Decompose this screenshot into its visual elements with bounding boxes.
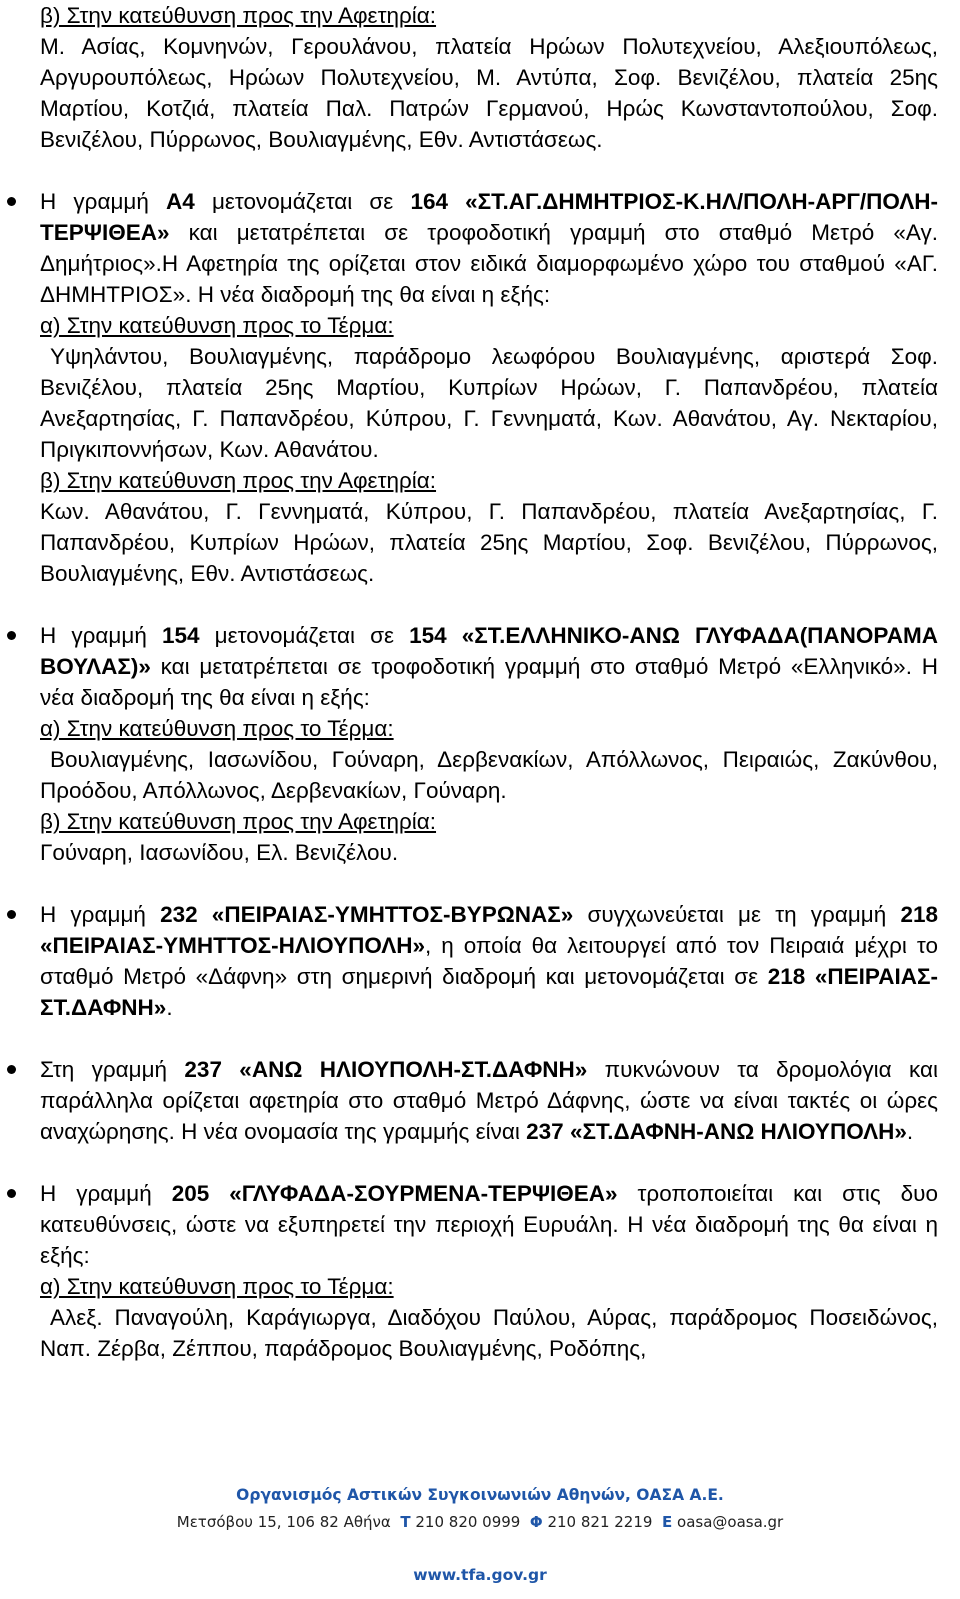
paragraph: Η γραμμή 205 «ΓΛΥΦΑΔΑ-ΣΟΥΡΜΕΝΑ-ΤΕΡΨΙΘΕΑ» τροποποιείται και στις δυο κατευθύνσεις, ώστε να εξυπηρετεί την περιοχή Ευρυάλη. Η νέα διαδρομή της θα είναι η εξής: [40,1181,938,1268]
bullet-icon [7,1189,16,1198]
direction-heading: α) Στην κατεύθυνση προς το Τέρμα: [40,313,394,338]
direction-heading: α) Στην κατεύθυνση προς το Τέρμα: [40,1274,394,1299]
footer-email[interactable]: oasa@oasa.gr [677,1513,784,1531]
paragraph: Η γραμμή 232 «ΠΕΙΡΑΙΑΣ-ΥΜΗΤΤΟΣ-ΒΥΡΩΝΑΣ» συγχωνεύεται με τη γραμμή 218 «ΠΕΙΡΑΙΑΣ-ΥΜΗΤΤΟΣ-ΗΛΙΟΥΠΟΛΗ», η οποία θα λειτουργεί από τον Πειραιά μέχρι το σταθμό Μετρό «Δάφνη» στη σημερινή διαδρομή και μετονομάζεται σε 218 «ΠΕΙΡΑΙΑΣ-ΣΤ.ΔΑΦΝΗ». [40,902,939,1020]
list-item [40,1054,938,1147]
direction-heading: β) Στην κατεύθυνση προς την Αφετηρία: [40,468,437,493]
direction-heading: β) Στην κατεύθυνση προς την Αφετηρία: [40,809,437,834]
bullet-icon [7,197,16,206]
email-label: Ε [661,1513,673,1531]
paragraph: Η γραμμή Α4 μετονομάζεται σε 164 «ΣΤ.ΑΓ.ΔΗΜΗΤΡΙΟΣ-Κ.ΗΛ/ΠΟΛΗ-ΑΡΓ/ΠΟΛΗ-ΤΕΡΨΙΘΕΑ» και μετατρέπεται σε τροφοδοτική γραμμή στο σταθμό Μετρό «Αγ. Δημήτριος».Η Αφετηρία της ορίζεται στον ειδικά διαμορφωμένο χώρο του σταθμού «ΑΓ. ΔΗΜΗΤΡΙΟΣ». Η νέα διαδρομή της θα είναι η εξής: [40,189,938,307]
footer-address: Μετσόβου 15, 106 82 Αθήνα [176,1513,391,1531]
phone-label: Τ [400,1513,411,1531]
footer-contact [0,1513,960,1531]
list-item [40,620,938,868]
bullet-icon [7,1065,16,1074]
direction-heading: β) Στην κατεύθυνση προς την Αφετηρία: [40,3,437,28]
footer-website-link[interactable]: www.tfa.gov.gr [413,1566,547,1584]
footer-phone: 210 820 0999 [415,1513,521,1531]
list-item [40,186,938,589]
list-item [40,899,938,1023]
paragraph: Η γραμμή 154 μετονομάζεται σε 154 «ΣΤ.ΕΛΛΗΝΙΚΟ-ΑΝΩ ΓΛΥΦΑΔΑ(ΠΑΝΟΡΑΜΑ ΒΟΥΛΑΣ)» και μετατρέπεται σε τροφοδοτική γραμμή στο σταθμό Μετρό «Ελληνικό». Η νέα διαδρομή της θα είναι η εξής: [40,623,939,710]
route-text: Υψηλάντου, Βουλιαγμένης, παράδρομο λεωφόρου Βουλιαγμένης, αριστερά Σοφ. Βενιζέλου, πλατεία 25ης Μαρτίου, Κυπρίων Ηρώων, Γ. Παπανδρέου, πλατεία Ανεξαρτησίας, Γ. Παπανδρέου, Κύπρου, Γ. Γεννηματά, Κων. Αθανάτου, Αγ. Νεκταρίου, Πριγκιποννήσων, Κων. Αθανάτου. [40,344,938,462]
route-text: Αλεξ. Παναγούλη, Καράγιωργα, Διαδόχου Παύλου, Αύρας, παράδρομος Ποσειδώνος, Ναπ. Ζέρβα, Ζέππου, παράδρομος Βουλιαγμένης, Ροδόπης, [40,1305,938,1361]
bullet-icon [7,631,16,640]
route-text: Βουλιαγμένης, Ιασωνίδου, Γούναρη, Δερβενακίων, Απόλλωνος, Πειραιώς, Ζακύνθου, Προόδου, Απόλλωνος, Δερβενακίων, Γούναρη. [40,747,938,803]
list-item [40,1178,938,1364]
route-text: Γούναρη, Ιασωνίδου, Ελ. Βενιζέλου. [40,840,399,865]
route-text: Μ. Ασίας, Κομνηνών, Γερουλάνου, πλατεία Ηρώων Πολυτεχνείου, Αλεξιουπόλεως, Αργυρουπόλεως, Ηρώων Πολυτεχνείου, Μ. Αντύπα, Σοφ. Βενιζέλου, πλατεία 25ης Μαρτίου, Κοτζιά, πλατεία Παλ. Πατρών Γερμανού, Ηρώς Κωνσταντοπούλου, Σοφ. Βενιζέλου, Πύρρωνος, Βουλιαγμένης, Εθν. Αντιστάσεως. [40,34,938,152]
paragraph: Στη γραμμή 237 «ΑΝΩ ΗΛΙΟΥΠΟΛΗ-ΣΤ.ΔΑΦΝΗ» πυκνώνουν τα δρομολόγια και παράλληλα ορίζεται αφετηρία στο σταθμό Μετρό Δάφνης, ώστε να είναι τακτές οι ώρες αναχώρησης. Η νέα ονομασία της γραμμής είναι 237 «ΣΤ.ΔΑΦΝΗ-ΑΝΩ ΗΛΙΟΥΠΟΛΗ». [40,1057,939,1144]
footer-fax: 210 821 2219 [547,1513,653,1531]
direction-heading: α) Στην κατεύθυνση προς το Τέρμα: [40,716,394,741]
footer-organization: Οργανισμός Αστικών Συγκοινωνιών Αθηνών, ΟΑΣΑ Α.Ε. [236,1486,724,1504]
document-body [40,0,938,1364]
bullet-icon [7,910,16,919]
route-text: Κων. Αθανάτου, Γ. Γεννηματά, Κύπρου, Γ. Παπανδρέου, πλατεία Ανεξαρτησίας, Γ. Παπανδρέου, Κυπρίων Ηρώων, πλατεία 25ης Μαρτίου, Σοφ. Βενιζέλου, Πύρρωνος, Βουλιαγμένης, Εθν. Αντιστάσεως. [40,499,938,586]
fax-label: Φ [529,1513,543,1531]
